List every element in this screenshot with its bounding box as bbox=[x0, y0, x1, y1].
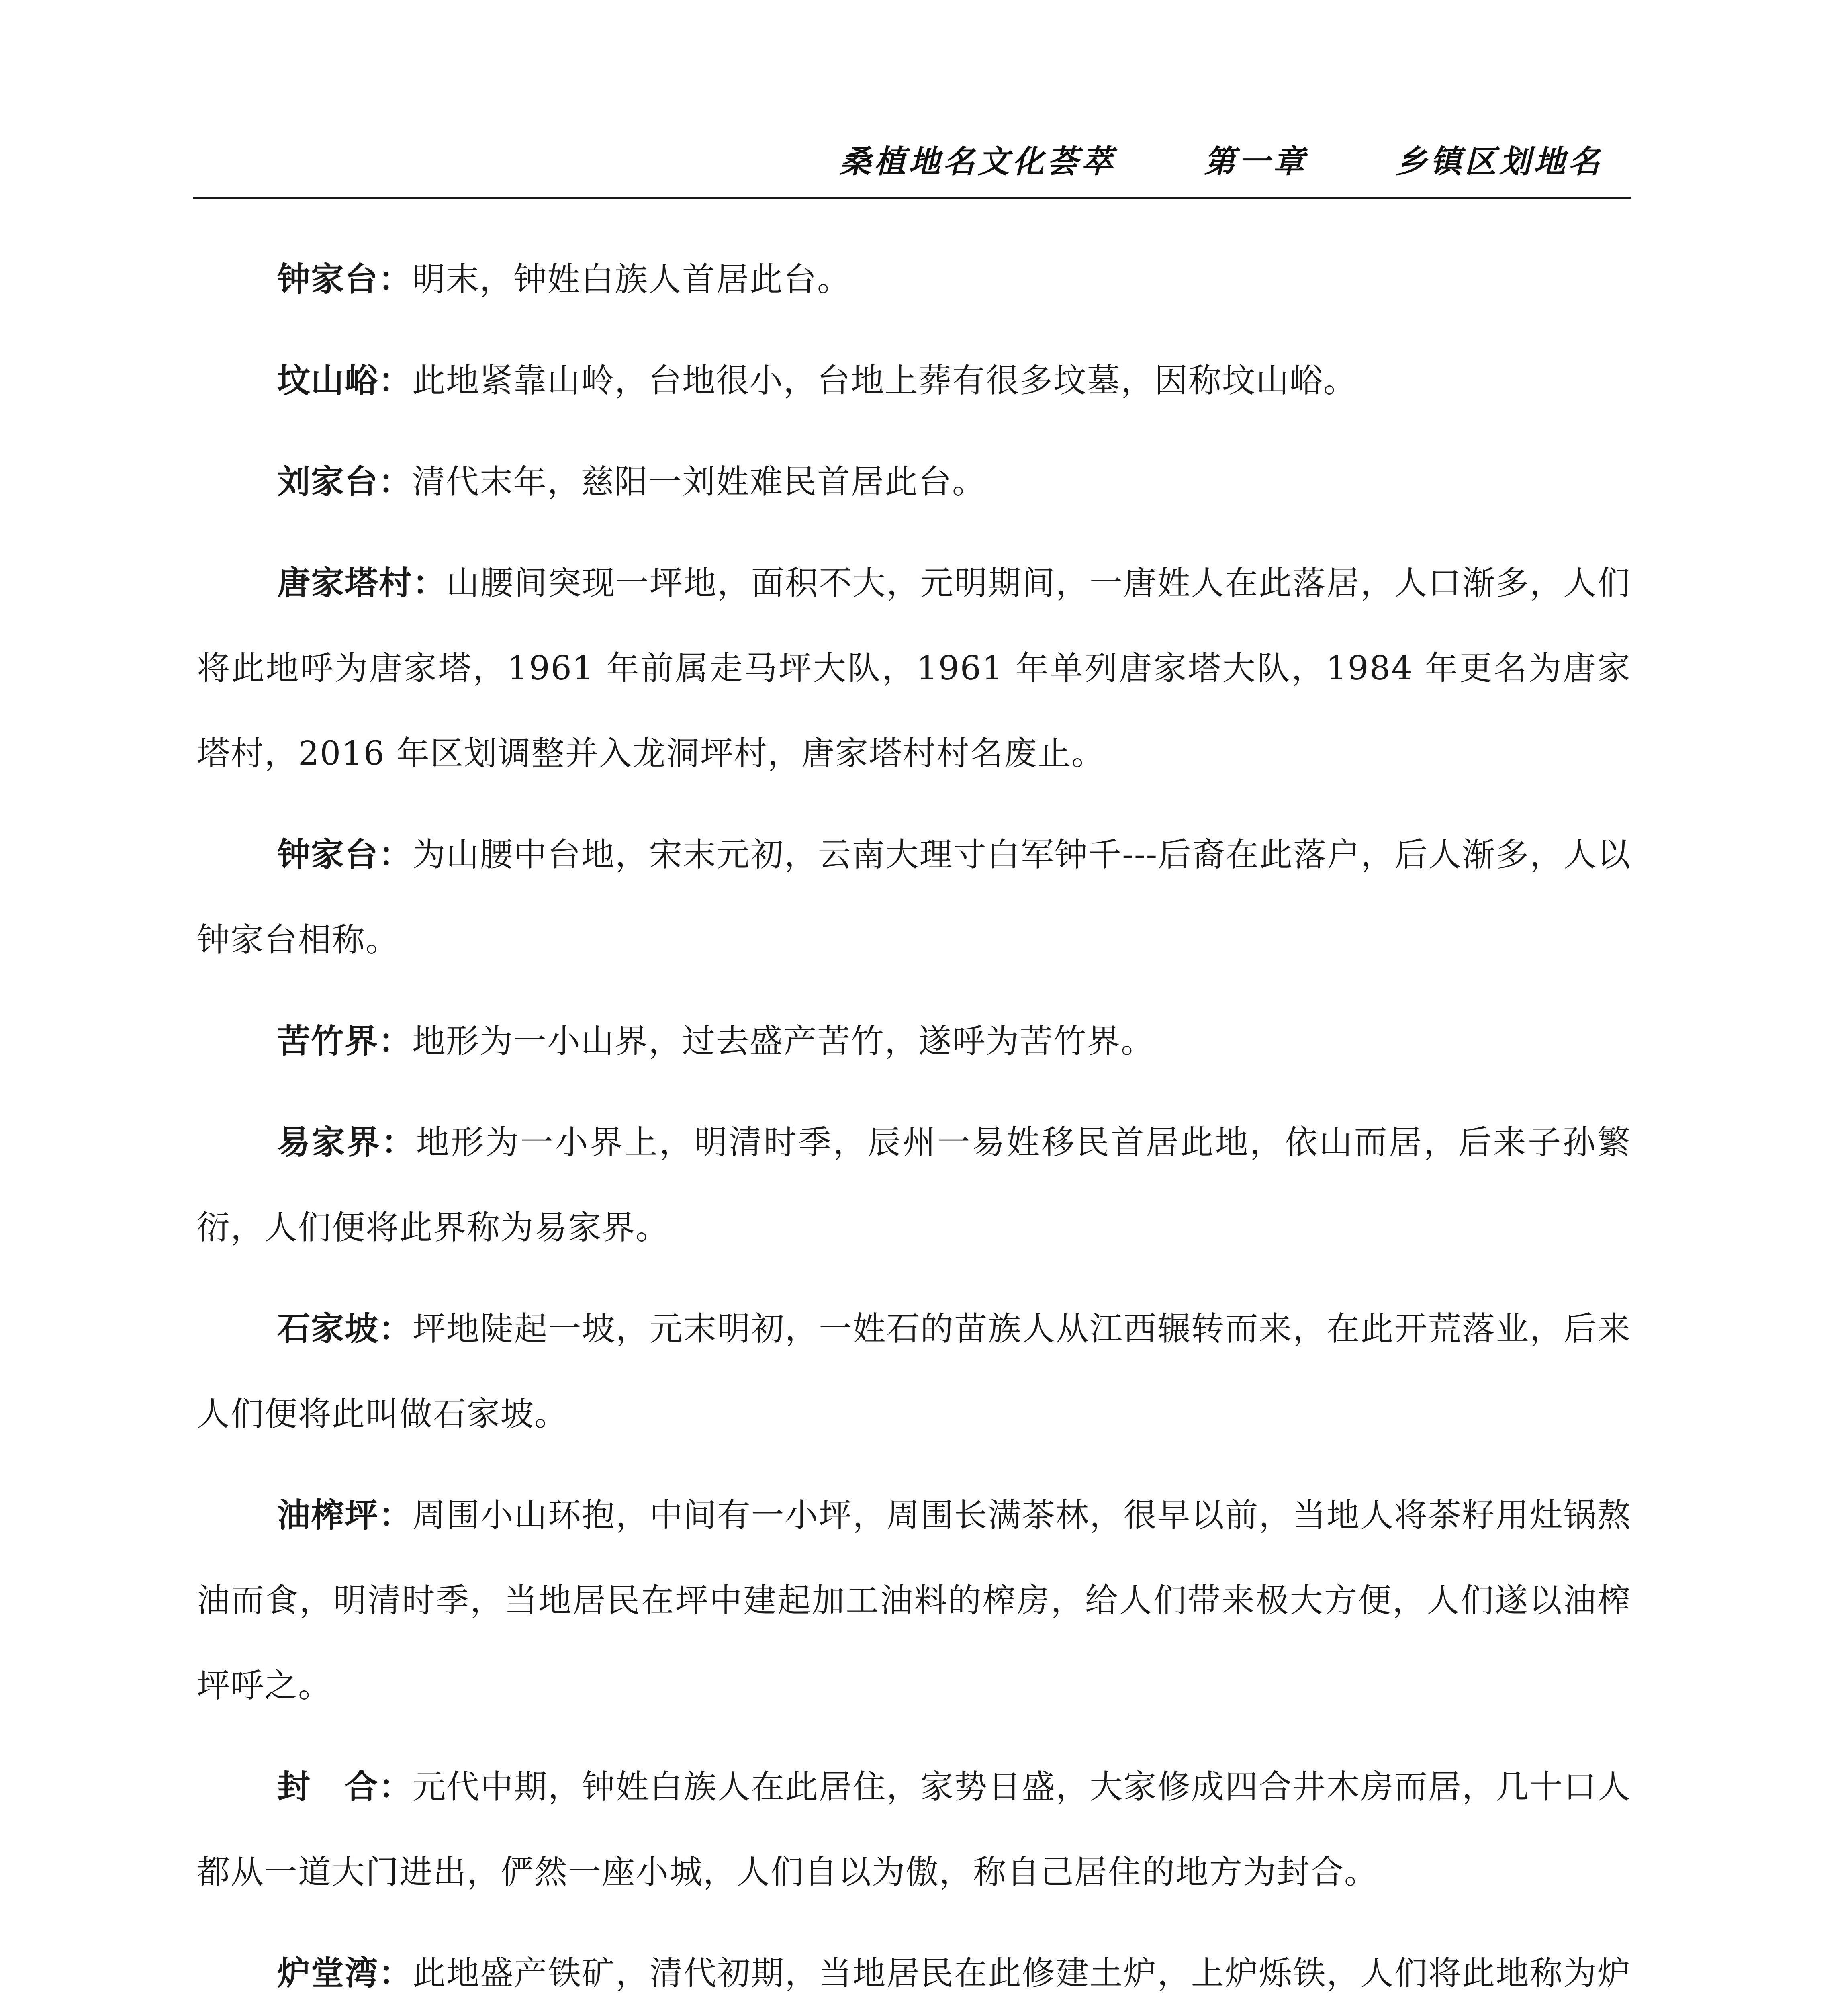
place-name: 石家坡： bbox=[277, 1310, 413, 1348]
place-description: 地形为一小界上，明清时季，辰州一易姓移民首居此地，依山而居，后来子孙繁衍，人们便将此界称为易家界。 bbox=[197, 1123, 1631, 1247]
place-entry bbox=[197, 812, 1631, 983]
place-description: 为山腰中台地，宋末元初，云南大理寸白军钟千---后裔在此落户，后人渐多，人以钟家台相称。 bbox=[197, 836, 1631, 959]
header-rule bbox=[193, 197, 1631, 199]
place-description: 元代中期，钟姓白族人在此居住，家势日盛，大家修成四合井木房而居，几十口人都从一道大门进出，俨然一座小城，人们自以为傲，称自己居住的地方为封合。 bbox=[197, 1768, 1631, 1891]
place-description: 地形为一小山界，过去盛产苦竹，遂呼为苦竹界。 bbox=[412, 1022, 1155, 1060]
header-section: 乡镇区划地名 bbox=[1395, 143, 1603, 180]
place-description: 周围小山环抱，中间有一小坪，周围长满茶林，很早以前，当地人将茶籽用灶锅熬油而食，明清时季，当地居民在坪中建起加工油料的榨房，给人们带来极大方便，人们遂以油榨坪呼之。 bbox=[197, 1496, 1631, 1705]
place-name: 钟家台： bbox=[277, 836, 413, 874]
place-name: 苦竹界： bbox=[277, 1022, 413, 1060]
place-entry bbox=[197, 541, 1631, 796]
place-entry bbox=[197, 440, 1631, 525]
running-header bbox=[840, 137, 1603, 182]
header-book-title: 桑植地名文化荟萃 bbox=[840, 143, 1116, 180]
page-body bbox=[197, 237, 1631, 2009]
place-description: 此地盛产铁矿，清代初期，当地居民在此修建土炉，上炉烁铁，人们将此地称为炉 bbox=[413, 1954, 1631, 1993]
place-entry bbox=[197, 1931, 1631, 2009]
place-description: 坪地陡起一坡，元末明初，一姓石的苗族人从江西辗转而来，在此开荒落业，后来人们便将此叫做石家坡。 bbox=[197, 1310, 1631, 1433]
place-entry bbox=[197, 1287, 1631, 1457]
place-name: 钟家台： bbox=[277, 260, 413, 299]
place-name: 炉堂湾： bbox=[277, 1954, 413, 1993]
place-description: 山腰间突现一坪地，面积不大，元明期间，一唐姓人在此落居，人口渐多，人们将此地呼为唐家塔，1961 年前属走马坪大队，1961 年单列唐家塔大队，1984 年更名为唐家塔村，2016 年区划调整并入龙洞坪村，唐家塔村村名废止。 bbox=[197, 564, 1631, 773]
place-description: 明末，钟姓白族人首居此台。 bbox=[412, 260, 851, 299]
place-description: 此地紧靠山岭，台地很小，台地上葬有很多坟墓，因称坟山峪。 bbox=[412, 362, 1357, 400]
place-name: 封 合： bbox=[277, 1768, 413, 1806]
header-chapter: 第一章 bbox=[1204, 143, 1308, 180]
place-name: 刘家台： bbox=[277, 463, 413, 501]
place-entry bbox=[197, 338, 1631, 423]
place-entry bbox=[197, 237, 1631, 322]
place-entry bbox=[197, 1473, 1631, 1729]
place-description: 清代末年，慈阳一刘姓难民首居此台。 bbox=[412, 463, 986, 501]
place-entry bbox=[197, 1100, 1631, 1270]
place-name: 易家界： bbox=[277, 1123, 416, 1162]
place-entry bbox=[197, 999, 1631, 1084]
place-entry bbox=[197, 1745, 1631, 1915]
place-name: 油榨坪： bbox=[277, 1496, 413, 1534]
place-name: 唐家塔村： bbox=[277, 564, 447, 602]
place-name: 坟山峪： bbox=[277, 362, 413, 400]
